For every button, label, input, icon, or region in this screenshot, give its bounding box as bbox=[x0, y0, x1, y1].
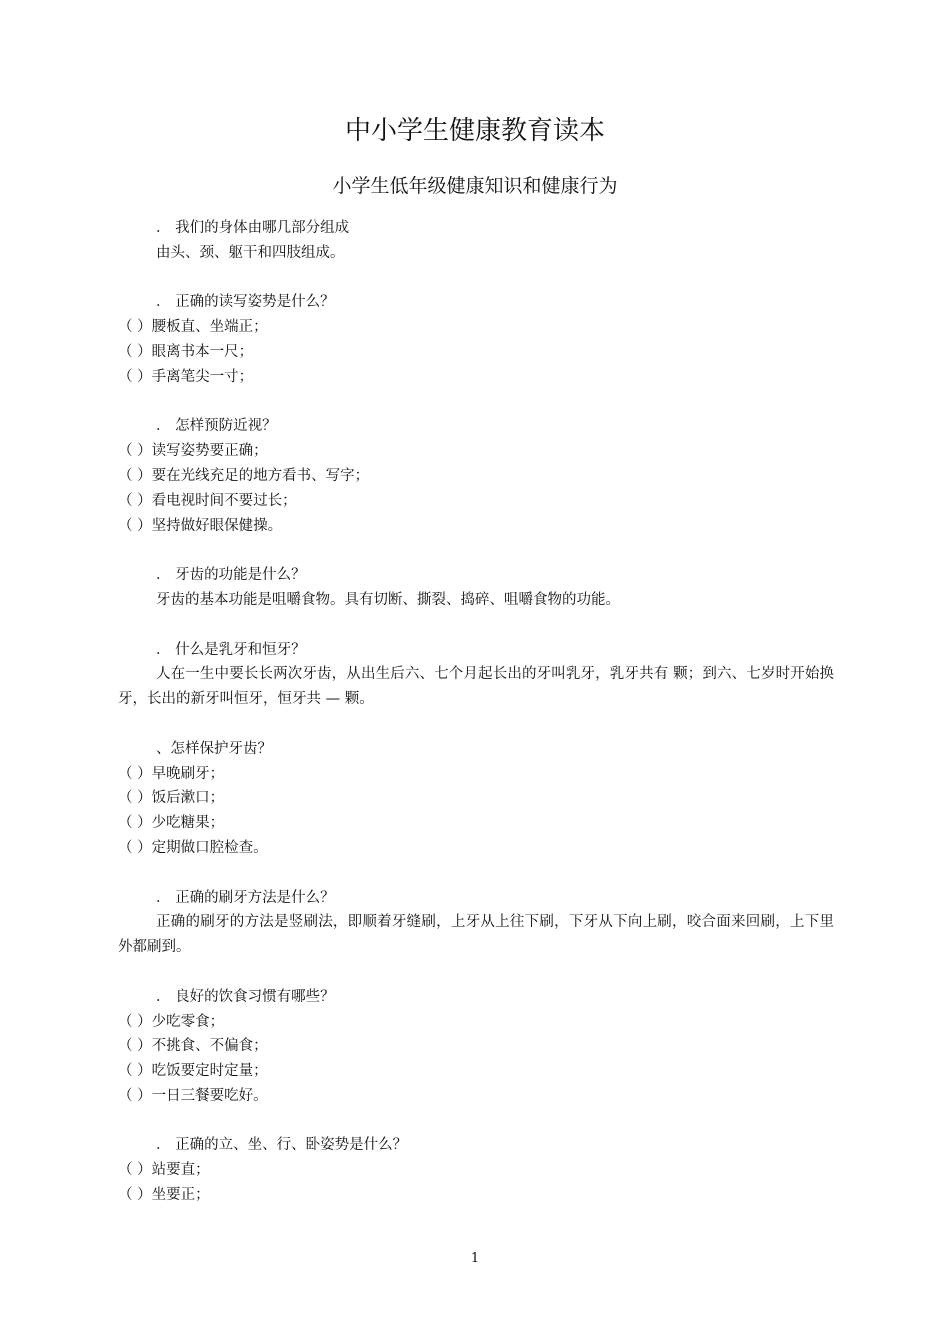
list-item: （ ）坐要正； bbox=[118, 1187, 210, 1204]
list-item: （ ）吃饭要定时定量； bbox=[118, 1063, 268, 1080]
list-item: （ ）手离笔尖一寸； bbox=[118, 368, 254, 385]
list-item: （ ）腰板直、坐端正； bbox=[118, 319, 268, 336]
document-title: 中小学生健康教育读本 bbox=[344, 116, 605, 146]
qa-section bbox=[118, 886, 834, 960]
question: ． 怎样预防近视？ bbox=[156, 418, 277, 435]
question: ． 牙齿的功能是什么？ bbox=[156, 567, 306, 584]
answer: 牙齿的基本功能是咀嚼食物。具有切断、撕裂、捣碎、咀嚼食物的功能。 bbox=[156, 591, 620, 608]
qa-section bbox=[118, 563, 834, 613]
list-item: （ ）一日三餐要吃好。 bbox=[118, 1087, 268, 1104]
question: 、怎样保护牙齿？ bbox=[156, 740, 272, 757]
question: ． 正确的刷牙方法是什么？ bbox=[156, 889, 335, 906]
question: ． 正确的读写姿势是什么？ bbox=[156, 294, 335, 311]
list-item: （ ）少吃糖果； bbox=[118, 815, 225, 832]
qa-section bbox=[118, 1133, 834, 1207]
list-item: （ ）眼离书本一尺； bbox=[118, 343, 254, 360]
qa-section bbox=[118, 414, 834, 538]
qa-section bbox=[118, 737, 834, 861]
answer-paragraph: 人在一生中要长长两次牙齿，从出生后六、七个月起长出的牙叫乳牙，乳牙共有 颗；到六、七岁时开始换牙，长出的新牙叫恒牙，恒牙共 — 颗。 bbox=[118, 666, 834, 708]
qa-section bbox=[118, 216, 834, 266]
list-item: （ ）坚持做好眼保健操。 bbox=[118, 517, 283, 534]
qa-section bbox=[118, 290, 834, 389]
list-item: （ ）早晚刷牙； bbox=[118, 765, 225, 782]
question: ． 正确的立、坐、行、卧姿势是什么？ bbox=[156, 1137, 408, 1154]
list-item: （ ）少吃零食； bbox=[118, 1013, 225, 1030]
list-item: （ ）读写姿势要正确； bbox=[118, 443, 268, 460]
list-item: （ ）站要直； bbox=[118, 1162, 210, 1179]
question: ． 良好的饮食习惯有哪些？ bbox=[156, 988, 335, 1005]
qa-section bbox=[118, 638, 834, 712]
question: ． 什么是乳牙和恒牙？ bbox=[156, 641, 306, 658]
list-item: （ ）定期做口腔检查。 bbox=[118, 839, 268, 856]
list-item: （ ）饭后漱口； bbox=[118, 790, 225, 807]
page-number: 1 bbox=[470, 1251, 480, 1266]
qa-section bbox=[118, 985, 834, 1109]
answer-paragraph: 正确的刷牙的方法是竖刷法，即顺着牙缝刷，上牙从上往下刷，下牙从下向上刷，咬合面来回刷，上下里外都刷到。 bbox=[118, 914, 834, 956]
list-item: （ ）不挑食、不偏食； bbox=[118, 1038, 268, 1055]
document-body bbox=[118, 216, 834, 1233]
list-item: （ ）看电视时间不要过长； bbox=[118, 492, 297, 509]
answer: 由头、颈、躯干和四肢组成。 bbox=[156, 244, 345, 261]
list-item: （ ）要在光线充足的地方看书、写字； bbox=[118, 467, 370, 484]
question: ． 我们的身体由哪几部分组成 bbox=[156, 220, 350, 236]
document-subtitle: 小学生低年级健康知识和健康行为 bbox=[332, 175, 618, 197]
